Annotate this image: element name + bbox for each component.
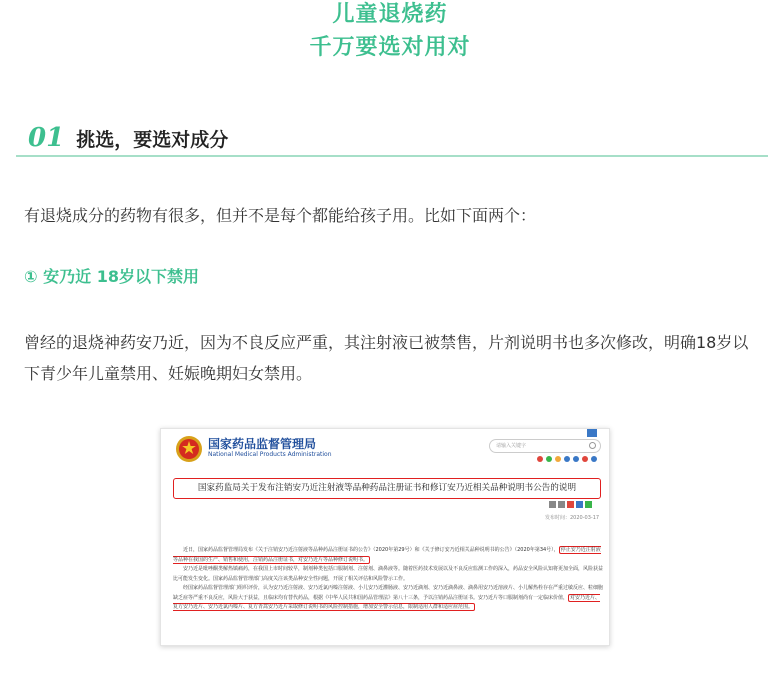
english-icon[interactable] [582, 456, 588, 462]
publish-date: 发布时间：2020-03-17 [545, 515, 600, 521]
search-input[interactable]: 请输入关键字 [489, 439, 601, 453]
article-title [0, 0, 780, 64]
subheading-analgin: ① 安乃近 18岁以下禁用 [24, 267, 199, 286]
section-divider [16, 155, 768, 157]
weibo-icon[interactable] [537, 456, 543, 462]
embedded-screenshot [160, 428, 610, 646]
print-icon[interactable] [558, 501, 565, 508]
paragraph-analgin: 曾经的退烧神药安乃近，因为不良反应严重，其注射液已被禁售，片剂说明书也多次修改，明确18岁以下青少年儿童禁用、妊娠晚期妇女禁用。 [24, 333, 749, 383]
title-line-2: 千万要选对用对 [309, 35, 471, 60]
notice-text: 近日，国家药品监督管理局发布《关于注销安乃近注射液等品种药品注册证书的公告》（2020年第29号）和《关于修订安乃近相关品种说明书的公告》（2020年第34号）， [183, 547, 559, 553]
mobile-icon[interactable] [564, 456, 570, 462]
download-icon[interactable] [549, 501, 556, 508]
user-icon[interactable] [591, 456, 597, 462]
qzone-share-icon[interactable] [576, 501, 583, 508]
org-name: 国家药品监督管理局 [208, 437, 317, 451]
paragraph-intro: 有退烧成分的药物有很多，但并不是每个都能给孩子用。比如下面两个： [24, 206, 537, 225]
section-number: 01 [28, 123, 65, 153]
wechat-share-icon[interactable] [585, 501, 592, 508]
national-emblem-icon [175, 435, 203, 463]
notice-body [173, 546, 603, 613]
notice-paragraph-1 [173, 546, 603, 565]
highlighted-text: 对安乃近片、复方安乃近片、安乃近氯丙嗪片、复方青蒿安乃近片采取修订说明书的风险控制措施，增加安全警示信息，限制适用人群和适应症范围。 [173, 594, 601, 610]
mail-icon[interactable] [573, 456, 579, 462]
top-tab-marker [587, 429, 597, 437]
org-name-en: National Medical Products Administration [208, 451, 332, 458]
notice-paragraph-3 [173, 584, 603, 613]
search-icon[interactable] [589, 442, 596, 449]
highlighted-text: 停止安乃近注射液等品种在我国的生产、销售和使用，注销药品注册证书，对安乃近片等品种修订说明书。 [173, 547, 601, 563]
wechat-icon[interactable] [546, 456, 552, 462]
article-tools [549, 501, 592, 508]
title-line-1: 儿童退烧药 [332, 2, 448, 27]
notice-text: 经国家药品监督管理部门组织评价，认为安乃近注射液、安乃近氯丙嗪注射液、小儿安乃近灌肠液、安乃近滴剂、安乃近滴鼻液、滴鼻用安乃近溶液片、小儿解热栓存在严重过敏反应、粒细胞缺乏症等严重不良反应，风险大于获益，且临床均有替代药品，根据《中华人民共和国药品管理法》第八十三条，予以注销药品注册证书。安乃近片等口服制剂尚有一定临床价值， [173, 585, 604, 601]
social-icons [537, 456, 597, 462]
weibo-share-icon[interactable] [567, 501, 574, 508]
section-heading [28, 118, 768, 158]
section-title: 挑选，要选对成分 [76, 128, 229, 151]
notice-paragraph-2: 安乃近是吡唑酮类解热镇痛药，在我国上市时间较早，制剂种类包括口服制剂、注射剂、滴鼻液等。随着医药技术发展以及不良反应监测工作的深入，药品安全风险认知将更加全面，风险获益比可能发生变化。国家药品监督管理部门高度关注该类品种安全性问题，开展了相关评估和风险警示工作。 [173, 566, 604, 582]
accessibility-icon[interactable] [555, 456, 561, 462]
notice-headline: 国家药监局关于发布注销安乃近注射液等品种药品注册证书和修订安乃近相关品种说明书公告的说明 [173, 478, 601, 499]
